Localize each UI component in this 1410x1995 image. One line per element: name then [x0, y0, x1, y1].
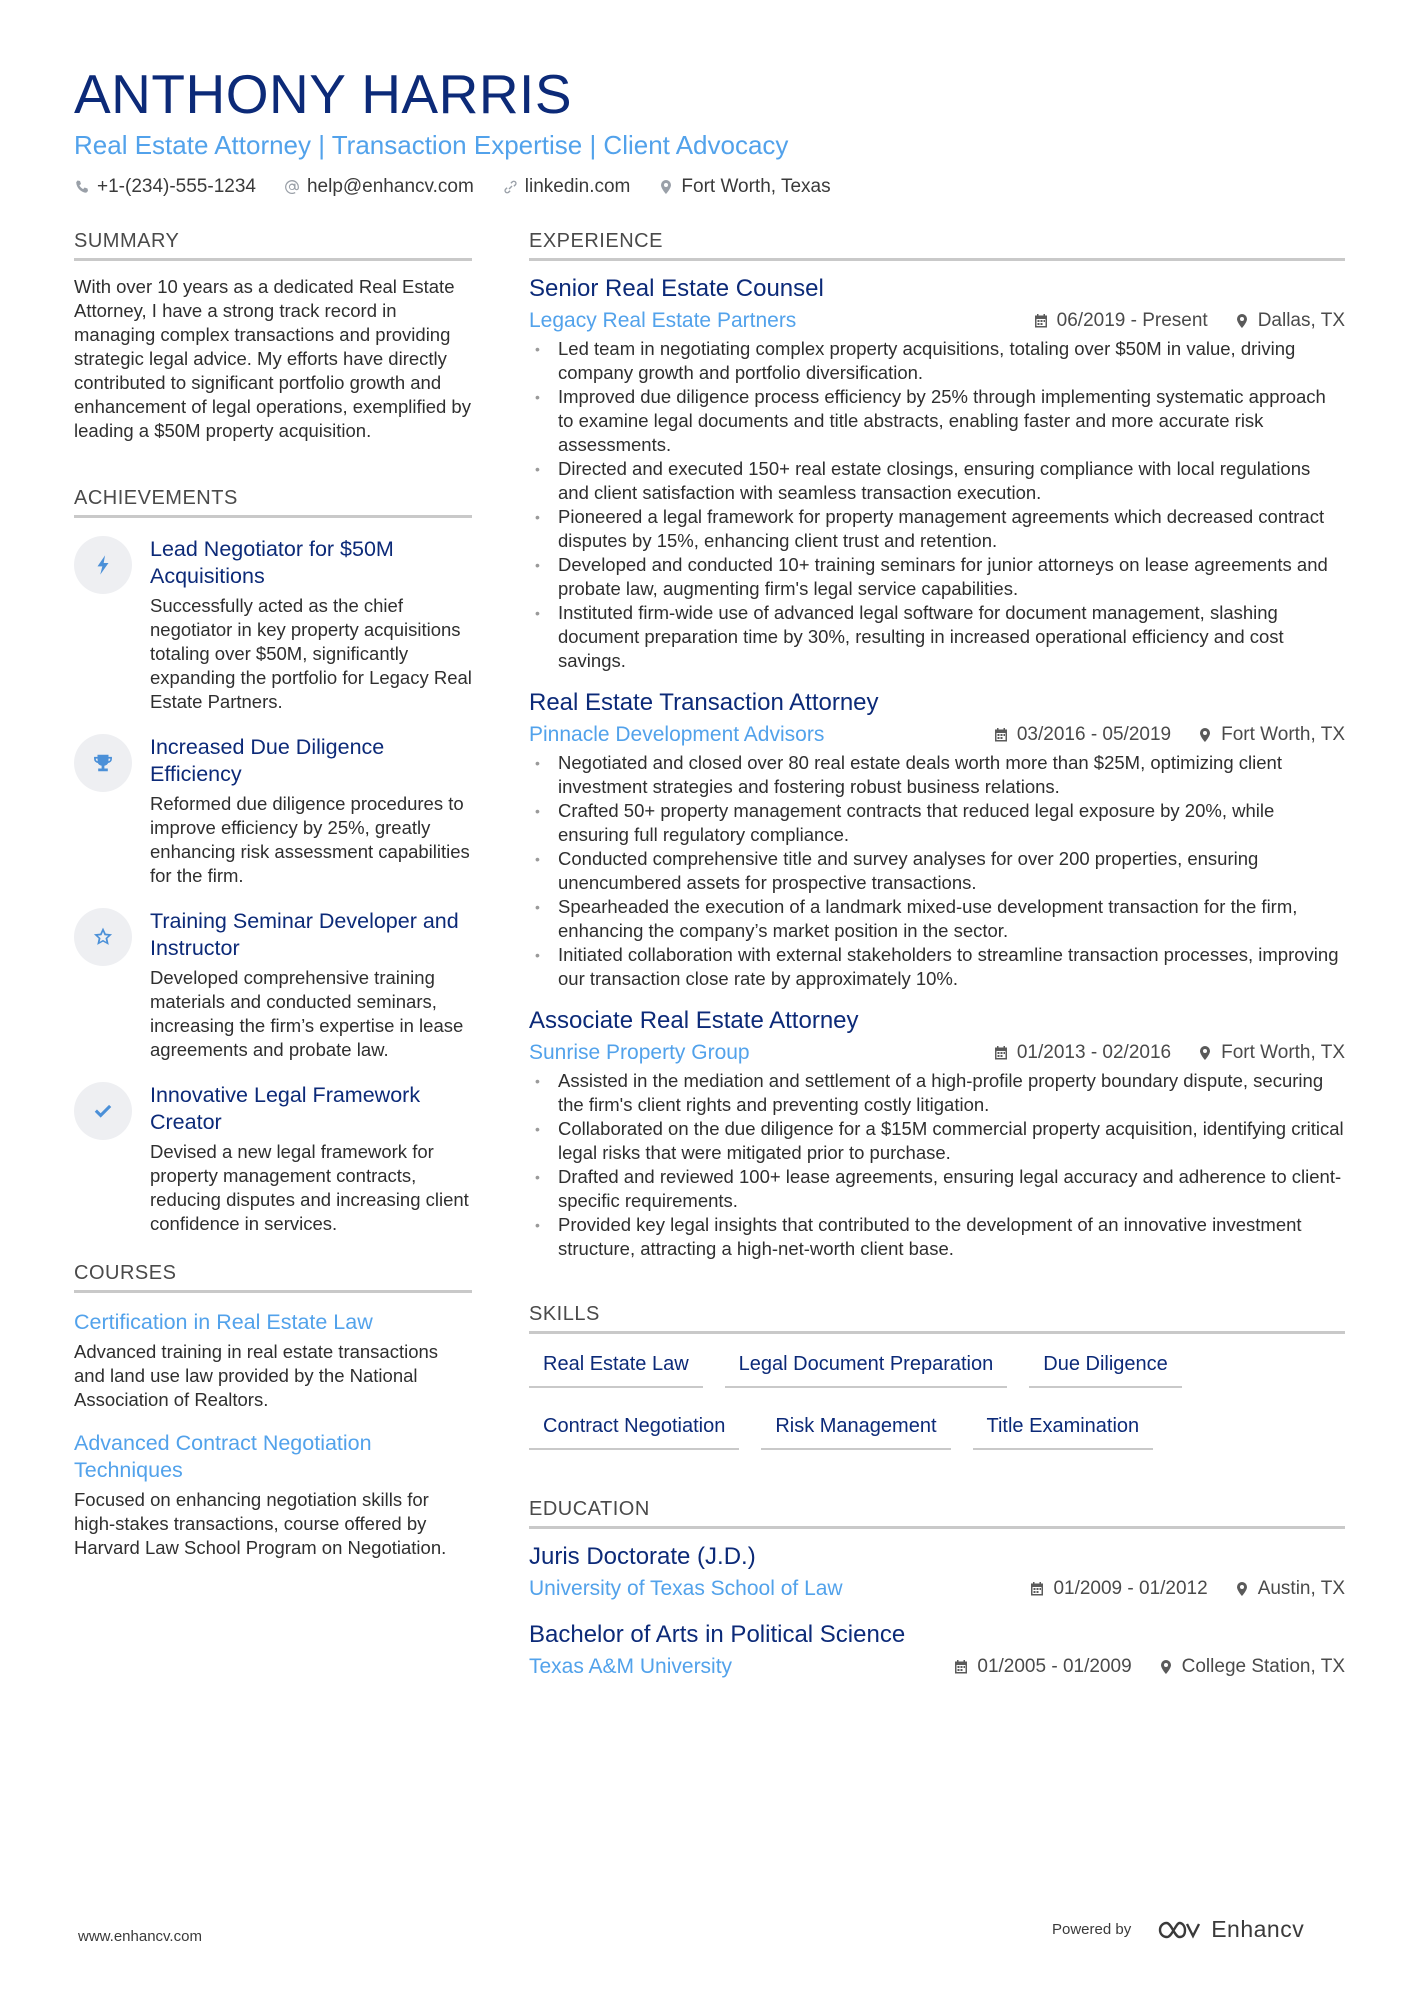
job-dates-text: 03/2016 - 05/2019	[1016, 724, 1172, 745]
achievement-icon-wrap	[74, 908, 132, 966]
skills-list	[529, 1344, 1345, 1450]
skill-tag: Title Examination	[973, 1406, 1154, 1450]
bullet-item: • Developed and conducted 10+ training seminars for junior attorneys on lease agreements and probate law, augmenting firm's legal service capabilities.	[529, 553, 1345, 601]
achievement-desc: Reformed due diligence procedures to improve efficiency by 25%, greatly enhancing risk assessment capabilities for the firm.	[150, 793, 470, 886]
achievement-desc: Developed comprehensive training materials and conducted seminars, increasing the firm’s expertise in lease agreements and probate law.	[150, 967, 464, 1060]
achievement-icon-wrap	[74, 734, 132, 792]
education-location	[1158, 1654, 1345, 1680]
school-name: University of Texas School of Law	[529, 1577, 843, 1600]
achievement-title: Training Seminar Developer and Instructor	[150, 909, 459, 960]
bullet-item: • Improved due diligence process efficiency by 25% through implementing systematic approach to examine legal documents and title abstracts, enabling faster and more accurate risk assessments.	[529, 385, 1345, 457]
footer-website[interactable]: www.enhancv.com	[78, 1928, 202, 1945]
skills-section	[529, 1301, 1345, 1450]
contact-phone[interactable]	[74, 174, 256, 200]
job-location	[1197, 722, 1345, 748]
achievement-title: Increased Due Diligence Efficiency	[150, 735, 385, 786]
bullet-item: • Negotiated and closed over 80 real estate deals worth more than $25M, optimizing client investment strategies and fostering robust business relations.	[529, 751, 1345, 799]
bullet-item: • Conducted comprehensive title and survey analyses for over 200 properties, ensuring unencumbered assets for prospective transactions.	[529, 847, 1345, 895]
skills-title: SKILLS	[529, 1301, 1345, 1334]
education-location-text: Austin, TX	[1257, 1578, 1345, 1599]
education-location	[1234, 1576, 1345, 1602]
headline: Real Estate Attorney | Transaction Expertise | Client Advocacy	[74, 130, 789, 160]
achievement-desc: Devised a new legal framework for property management contracts, reducing disputes and increasing client confidence in services.	[150, 1141, 469, 1234]
skill-tag: Legal Document Preparation	[725, 1344, 1008, 1388]
job-dates-text: 06/2019 - Present	[1056, 310, 1208, 331]
email-text: help@enhancv.com	[306, 176, 474, 197]
bullet-item: • Provided key legal insights that contributed to the development of an innovative investment structure, attracting a high-net-worth client base.	[529, 1213, 1345, 1261]
experience-title: EXPERIENCE	[529, 228, 1345, 261]
contact-email[interactable]	[284, 174, 474, 200]
map-pin-icon	[1197, 727, 1213, 743]
degree-title: Bachelor of Arts in Political Science	[529, 1621, 906, 1648]
achievement-icon-wrap	[74, 536, 132, 594]
check-icon	[92, 1100, 114, 1122]
bullet-item: • Instituted firm-wide use of advanced legal software for document management, slashing document preparation time by 30%, resulting in increased operational efficiency and cost savings.	[529, 601, 1345, 673]
job-dates	[993, 722, 1171, 748]
bullet-item: • Led team in negotiating complex property acquisitions, totaling over $50M in value, driving company growth and portfolio diversification.	[529, 337, 1345, 385]
achievement-item	[74, 536, 472, 714]
job-dates-text: 01/2013 - 02/2016	[1016, 1042, 1172, 1063]
experience-section	[529, 228, 1345, 1261]
job-location-text: Fort Worth, TX	[1221, 1042, 1345, 1063]
job-entry	[529, 1005, 1345, 1261]
summary-section	[74, 228, 472, 443]
map-pin-icon	[1158, 1659, 1174, 1675]
job-entry	[529, 273, 1345, 673]
achievements-section	[74, 485, 472, 1236]
company-name: Pinnacle Development Advisors	[529, 723, 825, 746]
education-entry	[529, 1619, 1345, 1681]
job-dates	[993, 1040, 1171, 1066]
bullet-item: • Spearheaded the execution of a landmark mixed-use development transaction for the firm, enhancing the company’s market position in the sector.	[529, 895, 1345, 943]
map-pin-icon	[658, 179, 674, 195]
job-dates	[1033, 308, 1208, 334]
education-dates	[953, 1654, 1131, 1680]
trophy-icon	[92, 752, 114, 774]
at-icon	[284, 179, 300, 195]
link-icon	[502, 179, 518, 195]
contact-linkedin[interactable]	[502, 174, 631, 200]
bullet-item: • Initiated collaboration with external stakeholders to streamline transaction processes, improving our transaction close rate by approximately 10%.	[529, 943, 1345, 991]
powered-by-label: Powered by	[1052, 1921, 1132, 1938]
contact-bar	[74, 174, 1354, 200]
bolt-icon	[92, 554, 114, 576]
education-dates	[1029, 1576, 1207, 1602]
skill-tag: Due Diligence	[1029, 1344, 1182, 1388]
education-dates-text: 01/2005 - 01/2009	[977, 1656, 1132, 1677]
company-name: Sunrise Property Group	[529, 1041, 750, 1064]
education-location-text: College Station, TX	[1181, 1656, 1345, 1677]
right-column	[529, 228, 1345, 1697]
map-pin-icon	[1234, 313, 1250, 329]
course-item	[74, 1430, 472, 1560]
calendar-icon	[993, 727, 1009, 743]
calendar-icon	[1033, 313, 1049, 329]
skill-tag: Risk Management	[761, 1406, 950, 1450]
summary-title: SUMMARY	[74, 228, 472, 261]
brand-logo[interactable]	[1157, 1916, 1304, 1943]
achievement-item	[74, 908, 472, 1062]
job-bullets	[529, 337, 1345, 673]
courses-title: COURSES	[74, 1260, 472, 1293]
job-entry	[529, 687, 1345, 991]
course-title: Certification in Real Estate Law	[74, 1310, 373, 1334]
bullet-item: • Pioneered a legal framework for property management agreements which decreased contract disputes by 15%, enhancing client trust and retention.	[529, 505, 1345, 553]
job-location	[1197, 1040, 1345, 1066]
skill-tag: Real Estate Law	[529, 1344, 703, 1388]
phone-text: +1-(234)-555-1234	[97, 176, 256, 197]
achievement-item	[74, 734, 472, 888]
phone-icon	[74, 179, 90, 195]
bullet-item: • Collaborated on the due diligence for a $15M commercial property acquisition, identifying critical legal risks that were mitigated prior to purchase.	[529, 1117, 1345, 1165]
achievements-title: ACHIEVEMENTS	[74, 485, 472, 518]
bullet-item: • Drafted and reviewed 100+ lease agreements, ensuring legal accuracy and adherence to client-specific requirements.	[529, 1165, 1345, 1213]
course-desc: Advanced training in real estate transactions and land use law provided by the National Association of Realtors.	[74, 1341, 439, 1410]
bullet-item: • Directed and executed 150+ real estate closings, ensuring compliance with local regulations and client satisfaction with seamless transaction execution.	[529, 457, 1345, 505]
achievement-title: Lead Negotiator for $50M Acquisitions	[150, 537, 394, 588]
course-title: Advanced Contract Negotiation Techniques	[74, 1431, 372, 1482]
resume-header	[74, 62, 1354, 200]
job-title: Real Estate Transaction Attorney	[529, 689, 879, 716]
job-bullets	[529, 1069, 1345, 1261]
candidate-name: ANTHONY HARRIS	[74, 63, 572, 125]
job-location-text: Fort Worth, TX	[1221, 724, 1345, 745]
location-text: Fort Worth, Texas	[681, 176, 831, 197]
education-title: EDUCATION	[529, 1496, 1345, 1529]
degree-title: Juris Doctorate (J.D.)	[529, 1543, 756, 1570]
achievement-icon-wrap	[74, 1082, 132, 1140]
job-bullets	[529, 751, 1345, 991]
calendar-icon	[993, 1045, 1009, 1061]
map-pin-icon	[1234, 1581, 1250, 1597]
job-title: Associate Real Estate Attorney	[529, 1007, 859, 1034]
job-location	[1234, 308, 1345, 334]
left-column	[74, 228, 472, 1578]
contact-location	[658, 174, 830, 200]
calendar-icon	[953, 1659, 969, 1675]
company-name: Legacy Real Estate Partners	[529, 309, 797, 332]
map-pin-icon	[1197, 1045, 1213, 1061]
achievement-desc: Successfully acted as the chief negotiator in key property acquisitions totaling over $50M, significantly expanding the portfolio for Legacy Real Estate Partners.	[150, 595, 472, 712]
achievement-title: Innovative Legal Framework Creator	[150, 1083, 421, 1134]
bullet-item: • Crafted 50+ property management contracts that reduced legal exposure by 20%, while ensuring full regulatory compliance.	[529, 799, 1345, 847]
skill-tag: Contract Negotiation	[529, 1406, 739, 1450]
education-entry	[529, 1541, 1345, 1603]
education-dates-text: 01/2009 - 01/2012	[1053, 1578, 1208, 1599]
school-name: Texas A&M University	[529, 1655, 733, 1678]
courses-section	[74, 1260, 472, 1560]
education-section	[529, 1496, 1345, 1681]
calendar-icon	[1029, 1581, 1045, 1597]
achievement-item	[74, 1082, 472, 1236]
brand-name: Enhancv	[1211, 1916, 1305, 1942]
bullet-item: • Assisted in the mediation and settlement of a high-profile property boundary dispute, securing the firm's client rights and preventing costly litigation.	[529, 1069, 1345, 1117]
star-icon	[92, 926, 114, 948]
summary-text: With over 10 years as a dedicated Real Estate Attorney, I have a strong track record in managing complex transactions and providing strategic legal advice. My efforts have directly contributed to significant portfolio growth and enhancement of legal operations, exemplified by leading a $50M property acquisition.	[74, 276, 471, 441]
job-title: Senior Real Estate Counsel	[529, 275, 824, 302]
course-desc: Focused on enhancing negotiation skills for high-stakes transactions, course offered by Harvard Law School Program on Negotiation.	[74, 1489, 447, 1558]
enhancv-logo-icon	[1157, 1919, 1201, 1941]
linkedin-text: linkedin.com	[524, 176, 631, 197]
course-item	[74, 1309, 472, 1412]
footer-branding	[1052, 1916, 1304, 1943]
job-location-text: Dallas, TX	[1257, 310, 1345, 331]
